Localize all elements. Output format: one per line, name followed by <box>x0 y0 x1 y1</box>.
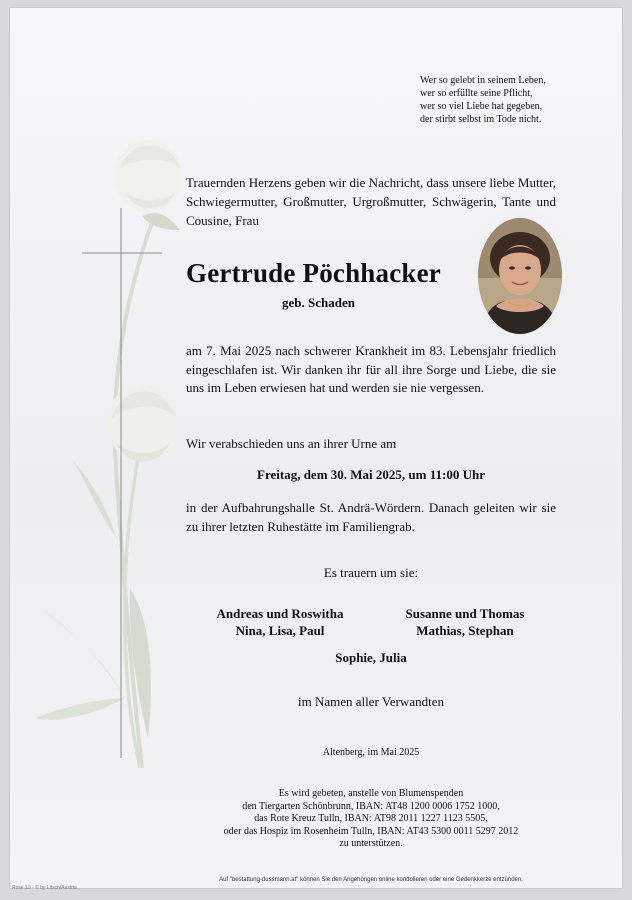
place-date: Altenberg, im Mai 2025 <box>322 747 420 758</box>
image-credit: Rose 10 - © by Litsch/Austria <box>12 885 77 891</box>
rose-decoration <box>30 138 180 778</box>
deceased-name: Gertrude Pöchhacker <box>186 258 441 288</box>
portrait-photo <box>478 218 562 334</box>
maiden-name: geb. Schaden <box>282 295 355 310</box>
poem <box>420 74 546 126</box>
farewell-text: Wir verabschieden uns an ihrer Urne am <box>186 436 397 451</box>
mourners-right <box>385 605 545 639</box>
condolence-footer: Auf "bestattung-dussmann.at" können Sie den Angehörigen online kondolieren oder eine Gedenkkerze entzünden. <box>219 877 523 883</box>
poem-line: Wer so gelebt in seinem Leben, <box>420 75 546 86</box>
poem-line: wer so erfüllte seine Pflicht, <box>420 88 533 99</box>
donation-line: zu unterstützen. <box>339 838 403 849</box>
donation-line: oder das Hospiz im Rosenheim Tulln, IBAN: AT43 5300 0011 5297 2012 <box>223 825 519 837</box>
mourner-line: Mathias, Stephan <box>416 623 514 638</box>
donation-note <box>186 788 556 851</box>
service-date: Freitag, dem 30. Mai 2025, um 11:00 Uhr <box>257 467 485 482</box>
donation-line: Es wird gebeten, anstelle von Blumenspenden <box>278 788 464 799</box>
mourners-left <box>200 605 360 639</box>
mourners-center: Sophie, Julia <box>335 650 407 665</box>
mourners-heading: Es trauern um sie: <box>323 565 419 580</box>
mourner-line: Nina, Lisa, Paul <box>235 623 325 638</box>
intro-text: Trauernden Herzens geben wir die Nachricht, dass unsere liebe Mutter, Schwiegermutter, Großmutter, Urgroßmutter, Schwägerin, Tante und Cousine, Frau <box>186 175 556 228</box>
donation-line: den Tiergarten Schönbrunn, IBAN: AT48 1200 0006 1752 1000, <box>242 800 500 812</box>
poem-line: wer so viel Liebe hat gegeben, <box>420 101 543 112</box>
location-text: in der Aufbahrungshalle St. Andrä-Wördern. Danach geleiten wir sie zu ihrer letzten Ruhestätte im Familiengrab. <box>186 500 556 534</box>
mourner-line: Susanne und Thomas <box>405 606 525 621</box>
poem-line: der stirbt selbst im Tode nicht. <box>420 114 542 125</box>
relatives-line: im Namen aller Verwandten <box>298 694 444 709</box>
donation-line: das Rote Kreuz Tulln, IBAN: AT98 2011 1227 1123 5505, <box>254 813 488 824</box>
mourner-line: Andreas und Roswitha <box>216 606 344 621</box>
obituary-sheet <box>10 8 622 888</box>
death-announcement: am 7. Mai 2025 nach schwerer Krankheit im 83. Lebensjahr friedlich eingeschlafen ist. Wir danken ihr für all ihre Sorge und Liebe, die sie uns im Leben erwiesen hat und werden sie nie vergessen. <box>186 343 556 395</box>
